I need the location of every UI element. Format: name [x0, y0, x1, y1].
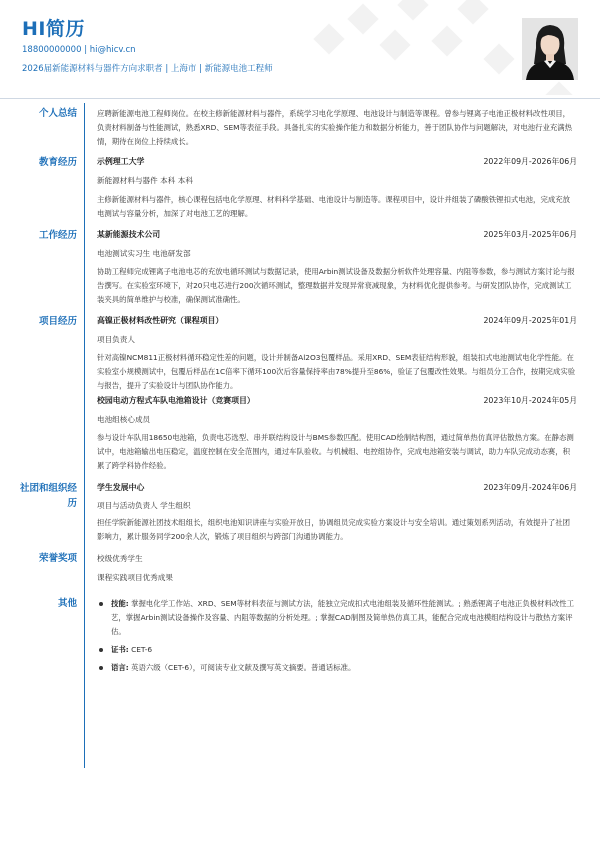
education-school: 示例理工大学: [97, 157, 145, 166]
decor-diamond: [431, 25, 462, 56]
project-role: 电池组核心成员: [97, 415, 151, 424]
other-text: 掌握电化学工作站、XRD、SEM等材料表征与测试方法，能独立完成扣式电池组装及循环性能测试。; 熟悉锂离子电池正负极材料改性工艺，掌握Arbin测试设备操作及容量、内阻等数据的分析处理。; 掌握CAD制图及简单热仿真工具，能配合完成电池模组结构设计与散热方案评估。: [111, 599, 575, 637]
section-title-summary: 个人总结: [38, 108, 77, 119]
work-date: 2025年03月-2025年06月: [483, 230, 577, 239]
work-text: 协助工程师完成锂离子电池电芯的充放电循环测试与数据记录，使用Arbin测试设备及数据分析软件处理容量、内阻等参数，参与测试方案讨论与报告撰写。在实验室环境下，对20只电芯进行200次循环测试，整理数据并发现异常衰减现象，为材料优化提供参考。与研发团队协作，完成测试工装夹具的简单维护与校准，确保测试准确性。: [97, 267, 575, 305]
decor-diamond: [543, 81, 574, 95]
other-text: CET-6: [128, 645, 153, 654]
decor-diamond: [483, 43, 514, 74]
education-date: 2022年09月-2026年06月: [483, 157, 577, 166]
other-item-skills: [97, 597, 577, 640]
decor-diamond: [457, 0, 488, 25]
timeline-line: [84, 103, 85, 768]
campus-date: 2023年09月-2024年06月: [483, 483, 577, 492]
project-text: 针对高镍NCM811正极材料循环稳定性差的问题，设计并制备Al2O3包覆样品。采用XRD、SEM表征结构形貌，组装扣式电池测试电化学性能。在实验室小规模测试中，包覆后样品在1C倍率下循环100次后容量保持率由78%提升至86%，验证了包覆改性效果。与组员分工合作，按期完成实验与报告，提升了实验设计与团队协作能力。: [97, 353, 576, 391]
other-text: 英语六级（CET-6），可阅读专业文献及撰写英文摘要。普通话标准。: [128, 663, 356, 672]
work-header: [97, 228, 577, 242]
section-title-others: 其他: [57, 598, 77, 609]
decor-diamond: [397, 0, 428, 21]
project-date: 2024年09月-2025年01月: [483, 316, 577, 325]
project-header: [97, 394, 577, 408]
campus-text: 担任学院新能源社团技术组组长，组织电池知识讲座与实验开放日，协调组员完成实验方案设计与安全培训。通过策划系列活动，有效提升了社团影响力，累计服务同学200余人次，锻炼了项目组织与跨部门沟通协调能力。: [97, 518, 571, 542]
honor-item: 校级优秀学生: [97, 554, 143, 563]
honor-item: 课程实践项目优秀成果: [97, 573, 173, 582]
job-intent: 2026届新能源材料与器件方向求职者 | 上海市 | 新能源电池工程师: [22, 64, 273, 74]
decor-diamond: [313, 23, 344, 54]
decor-diamond: [347, 3, 378, 34]
education-header: [97, 155, 577, 169]
other-label: 技能:: [111, 599, 129, 608]
other-label: 证书:: [111, 645, 129, 654]
education-major: 新能源材料与器件 本科 本科: [97, 176, 193, 185]
profile-photo: [522, 18, 578, 80]
section-title-campus: 社团和组织经历: [20, 483, 78, 509]
work-company: 某新能源技术公司: [97, 230, 161, 239]
campus-org: 学生发展中心: [97, 483, 145, 492]
work-role: 电池测试实习生 电池研发部: [97, 249, 191, 258]
resume-name: HI简历: [22, 18, 85, 40]
project-name: 高镍正极材料改性研究（课程项目）: [97, 316, 224, 325]
campus-role: 项目与活动负责人 学生组织: [97, 501, 191, 510]
decor-diamond: [379, 29, 410, 60]
education-text: 主修新能源材料与器件，核心课程包括电化学原理、材料科学基础、电池设计与制造等。课程项目中，设计并组装了磷酸铁锂扣式电池，完成充放电测试与容量分析，加深了对电池工艺的理解。: [97, 195, 571, 219]
bullet-icon: [99, 666, 103, 670]
section-title-honors: 荣誉奖项: [38, 553, 77, 564]
project-role: 项目负责人: [97, 335, 135, 344]
bullet-icon: [99, 602, 103, 606]
section-title-projects: 项目经历: [38, 316, 77, 327]
section-title-education: 教育经历: [38, 157, 77, 168]
resume-header: [0, 0, 600, 95]
project-date: 2023年10月-2024年05月: [483, 396, 577, 405]
bullet-icon: [99, 648, 103, 652]
contact-info: 18800000000 | hi@hicv.cn: [22, 45, 136, 55]
project-header: [97, 314, 577, 328]
other-item-certs: [97, 643, 577, 657]
other-item-language: [97, 661, 577, 675]
section-title-work: 工作经历: [38, 230, 77, 241]
summary-text: 应聘新能源电池工程师岗位。在校主修新能源材料与器件，系统学习电化学原理、电池设计与制造等课程。曾参与锂离子电池正极材料改性项目，负责材料制备与性能测试，熟悉XRD、SEM等表征手段。具备扎实的实验操作能力和数据分析能力，善于团队协作与问题解决，对电池行业充满热情，期待在岗位上持续成长。: [97, 109, 573, 147]
project-text: 参与设计车队用18650电池箱，负责电芯选型、串并联结构设计与BMS参数匹配。使用CAD绘制结构图，通过简单热仿真评估散热方案。在静态测试中，电池箱输出电压稳定，温度控制在安全范围内，通过车队验收。与机械组、电控组协作，完成电池箱安装与调试，助力车队完成动态赛，积累了跨学科协作经验。: [97, 433, 574, 471]
campus-header: [97, 481, 577, 495]
header-divider: [0, 98, 600, 99]
project-name: 校园电动方程式车队电池箱设计（竞赛项目）: [97, 396, 255, 405]
other-label: 语言:: [111, 663, 129, 672]
